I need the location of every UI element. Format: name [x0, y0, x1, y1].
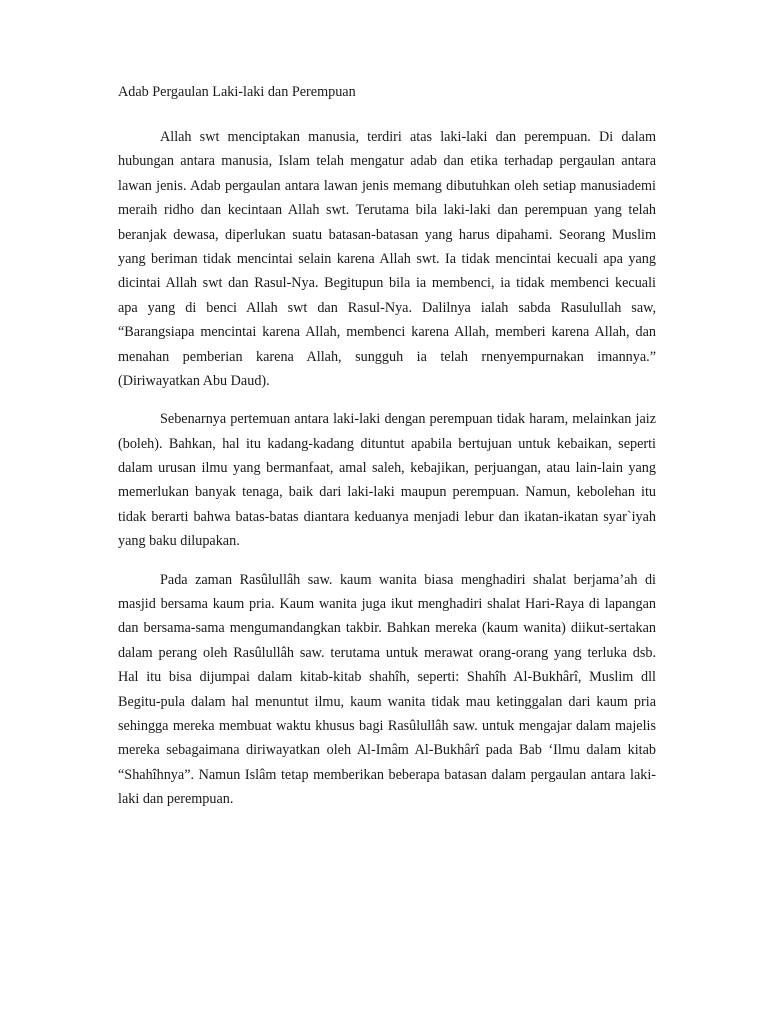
paragraph-line: dalam perang oleh Rasûlullâh saw. terutama untuk merawat orang-orang yang terluka dsb. [118, 644, 656, 661]
paragraph-line: hubungan antara manusia, Islam telah mengatur adab dan etika terhadap pergaulan antara [118, 153, 656, 170]
paragraph-line: dalam urusan ilmu yang bermanfaat, amal saleh, kebajikan, perjuangan, atau lain-lain yang [118, 460, 656, 477]
paragraph-line: (boleh). Bahkan, hal itu kadang-kadang dituntut apabila bertujuan untuk kebaikan, seperti [118, 435, 656, 452]
paragraph-line: laki dan perempuan. [118, 791, 234, 808]
paragraph-line: yang baku dilupakan. [118, 533, 240, 550]
paragraph-line: “Barangsiapa mencintai karena Allah, membenci karena Allah, memberi karena Allah, dan [118, 324, 656, 341]
paragraph-line: Hal itu bisa dijumpai dalam kitab-kitab shahîh, seperti: Shahîh Al-Bukhârî, Muslim dll [118, 669, 656, 686]
paragraph-2 [118, 407, 656, 553]
paragraph-line: “Shahîhnya”. Namun Islâm tetap memberikan beberapa batasan dalam pergaulan antara laki- [118, 766, 656, 783]
paragraph-line: sehingga mereka membuat waktu khusus bagi Rasûlullâh saw. untuk mengajar dalam majelis [118, 717, 656, 734]
paragraph-3 [118, 568, 656, 812]
paragraph-line: Sebenarnya pertemuan antara laki-laki dengan perempuan tidak haram, melainkan jaiz [160, 411, 656, 428]
paragraph-line: mereka sebagaimana diriwayatkan oleh Al-Imâm Al-Bukhârî pada Bab ‘Ilmu dalam kitab [118, 742, 656, 759]
paragraph-line: Allah swt menciptakan manusia, terdiri atas laki-laki dan perempuan. Di dalam [160, 129, 656, 145]
paragraph-line: lawan jenis. Adab pergaulan antara lawan jenis memang dibutuhkan oleh setiap manusiademi [118, 177, 656, 194]
paragraph-1 [118, 125, 656, 393]
paragraph-line: beranjak dewasa, diperlukan suatu batasan-batasan yang harus dipahami. Seorang Muslim [118, 226, 656, 243]
paragraph-line: yang beriman tidak mencintai selain karena Allah swt. Ia tidak mencintai kecuali apa yang [118, 250, 656, 267]
paragraph-line: apa yang di benci Allah swt dan Rasul-Nya. Dalilnya ialah sabda Rasulullah saw, [118, 299, 656, 316]
paragraph-line: Begitu-pula dalam hal menuntut ilmu, kaum wanita tidak mau ketinggalan dari kaum pria [118, 693, 656, 710]
paragraph-line: meraih ridho dan kecintaan Allah swt. Terutama bila laki-laki dan perempuan yang telah [118, 202, 656, 219]
paragraph-line: dan bersama-sama mengumandangkan takbir. Bahkan mereka (kaum wanita) diikut-sertakan [118, 620, 656, 637]
paragraph-line: tidak berarti bahwa batas-batas diantara keduanya menjadi lebur dan ikatan-ikatan syar`iyah [118, 508, 656, 525]
paragraph-line: masjid bersama kaum pria. Kaum wanita juga ikut menghadiri shalat Hari-Raya di lapangan [118, 596, 656, 613]
paragraph-line: Pada zaman Rasûlullâh saw. kaum wanita biasa menghadiri shalat berjama’ah di [160, 571, 656, 588]
paragraph-line: memerlukan banyak tenaga, baik dari laki-laki maupun perempuan. Namun, kebolehan itu [118, 484, 656, 501]
document-title: Adab Pergaulan Laki-laki dan Perempuan [118, 84, 356, 100]
document-page [118, 80, 656, 812]
paragraph-line: menahan pemberian karena Allah, sungguh ia telah rnenyempurnakan imannya.” [118, 348, 656, 365]
paragraph-line: (Diriwayatkan Abu Daud). [118, 372, 270, 389]
paragraph-line: dicintai Allah swt dan Rasul-Nya. Begitupun bila ia membenci, ia tidak membenci kecuali [118, 275, 656, 292]
